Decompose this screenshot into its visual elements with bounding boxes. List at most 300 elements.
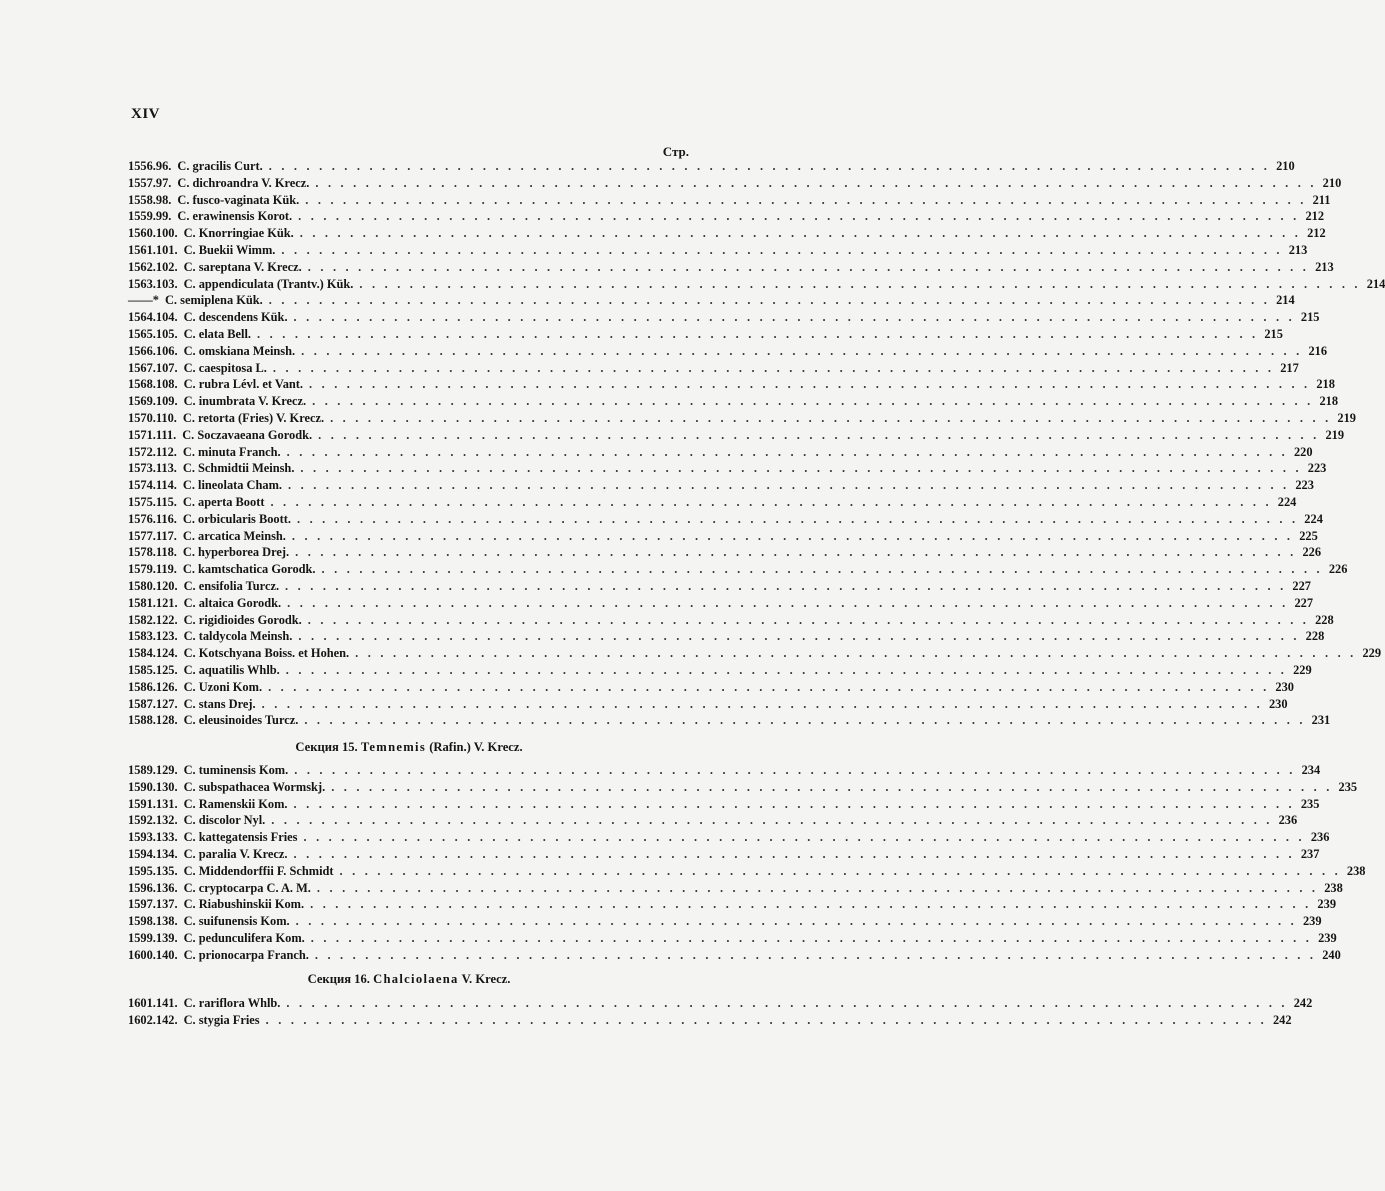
general-number: 1560.	[128, 226, 156, 241]
general-number: 1581.	[128, 595, 156, 610]
dot-leader: . . . . . . . . . . . . . . . . . . . . . . . . . . . . . . . . . . . . . . . . . . . . . . . . . . . . . . . . . . . . . . . . . . . . . . . . . . . . . . . .	[299, 226, 1302, 241]
general-number: 1598.	[128, 914, 156, 929]
species-name: C. semiplena Kük.	[164, 293, 263, 308]
page-ref: 227	[1292, 578, 1311, 593]
species-name: C. Knorringiae Kük.	[183, 226, 294, 241]
general-number: 1573.	[128, 461, 156, 476]
species-number: 97.	[155, 175, 172, 190]
species-number: 108.	[155, 377, 178, 392]
page-ref: 212	[1307, 226, 1326, 241]
species-name: C. descendens Kük.	[183, 310, 288, 325]
toc-entry	[128, 360, 1299, 377]
species-name: C. paralia V. Krecz.	[183, 846, 288, 861]
toc-entry	[128, 343, 1328, 360]
dot-leader: . . . . . . . . . . . . . . . . . . . . . . . . . . . . . . . . . . . . . . . . . . . . . . . . . . . . . . . . . . . . . . . . . . . . . . . . . . . . . . . .	[359, 276, 1361, 291]
species-number: 98.	[155, 192, 172, 207]
toc-group-3	[128, 995, 1313, 1029]
species-name: C. Schmidtii Meinsh.	[182, 461, 295, 476]
toc-entry	[128, 259, 1334, 276]
general-number: 1568.	[128, 377, 156, 392]
species-number: 133.	[155, 830, 178, 845]
species-number: 102.	[155, 259, 178, 274]
page-ref: 230	[1275, 679, 1294, 694]
dot-leader: . . . . . . . . . . . . . . . . . . . . . . . . . . . . . . . . . . . . . . . . . . . . . . . . . . . . . . . . . . . . . . . . . . . . . . . . . . . . . . . .	[309, 377, 1311, 392]
dot-leader: . . . . . . . . . . . . . . . . . . . . . . . . . . . . . . . . . . . . . . . . . . . . . . . . . . . . . . . . . . . . . . . . . . . . . . . . . . . . . . . .	[314, 947, 1317, 962]
species-number: 141.	[155, 996, 178, 1010]
toc-entry	[128, 812, 1298, 829]
general-number: 1565.	[128, 326, 156, 341]
species-name: C. kamtschatica Gorodk.	[182, 562, 316, 577]
dot-leader: . . . . . . . . . . . . . . . . . . . . . . . . . . . . . . . . . . . . . . . . . . . . . . . . . . . . . . . . . . . . . . . . . . . . . . . . . . . . . . . .	[300, 461, 1302, 476]
page-ref: 220	[1293, 444, 1313, 459]
toc-entry	[128, 880, 1343, 897]
species-name: C. eleusinoides Turcz.	[183, 713, 299, 728]
species-name: C. Ramenskii Kom.	[183, 796, 288, 811]
species-number: 104.	[155, 310, 178, 325]
species-name: C. pedunculifera Kom.	[183, 930, 305, 945]
section-name: Chalciolaena	[373, 972, 459, 986]
general-number: 1572.	[128, 444, 156, 459]
toc-entry	[128, 444, 1313, 461]
species-name: C. stygia Fries	[183, 1012, 260, 1027]
page-ref: 239	[1317, 897, 1337, 912]
species-number: 118.	[155, 545, 177, 560]
general-number: 1556.	[128, 159, 156, 173]
species-number: 121.	[155, 595, 178, 610]
toc-entry	[128, 175, 1342, 192]
general-number: 1590.	[128, 779, 156, 794]
toc-entry	[128, 696, 1288, 713]
dot-leader: . . . . . . . . . . . . . . . . . . . . . . . . . . . . . . . . . . . . . . . . . . . . . . . . . . . . . . . . . . . . . . . . . . . . . . . . . . . . . . . .	[330, 410, 1332, 425]
general-number: 1566.	[128, 343, 156, 358]
section-prefix: Секция 15.	[295, 740, 358, 754]
dot-leader: . . . . . . . . . . . . . . . . . . . . . . . . . . . . . . . . . . . . . . . . . . . . . . . . . . . . . . . . . . . . . . . . . . . . . . . . . . . . . . . .	[310, 897, 1312, 912]
species-name: C. elata Bell.	[183, 326, 252, 341]
general-number: 1558.	[128, 192, 156, 207]
section-header-16	[128, 972, 690, 987]
dot-leader: . . . . . . . . . . . . . . . . . . . . . . . . . . . . . . . . . . . . . . . . . . . . . . . . . . . . . . . . . . . . . . . . . . . . . . . . . . . . . . . .	[310, 930, 1313, 945]
species-name: C. Kotschyana Boiss. et Hohen.	[183, 646, 350, 661]
page-ref: 224	[1304, 511, 1323, 526]
general-number: 1602.	[128, 1012, 156, 1027]
species-number: *	[152, 293, 159, 308]
species-number: 111.	[155, 427, 177, 442]
dot-leader: . . . . . . . . . . . . . . . . . . . . . . . . . . . . . . . . . . . . . . . . . . . . . . . . . . . . . . . . . . . . . . . . . . . . . . . . . . . . . . . .	[272, 360, 1275, 375]
toc-entry	[128, 995, 1313, 1012]
species-name: C. ensifolia Turcz.	[183, 578, 280, 593]
dot-leader: . . . . . . . . . . . . . . . . . . . . . . . . . . . . . . . . . . . . . . . . . . . . . . . . . . . . . . . . . . . . . . . . . . . . . . . . . . . . . . . .	[296, 511, 1299, 526]
page-ref: 215	[1264, 326, 1283, 341]
species-number: 127.	[155, 696, 178, 711]
page-ref: 217	[1280, 360, 1299, 375]
toc-entry	[128, 829, 1330, 846]
dot-leader: . . . . . . . . . . . . . . . . . . . . . . . . . . . . . . . . . . . . . . . . . . . . . . . . . . . . . . . . . . . . . . . . . . . . . . . . . . . . . . . .	[316, 880, 1319, 895]
general-number: 1562.	[128, 259, 156, 274]
dot-leader: . . . . . . . . . . . . . . . . . . . . . . . . . . . . . . . . . . . . . . . . . . . . . . . . . . . . . . . . . . . . . . . . . . . . . . . . . . . . . . . .	[331, 779, 1333, 794]
species-number: 113.	[155, 461, 177, 476]
dot-leader: . . . . . . . . . . . . . . . . . . . . . . . . . . . . . . . . . . . . . . . . . . . . . . . . . . . . . . . . . . . . . . . . . . . . . . . . . . . . . . . .	[293, 796, 1295, 811]
section-suffix: V. Krecz.	[461, 972, 511, 986]
species-name: C. lineolata Cham.	[182, 478, 283, 493]
dot-leader: . . . . . . . . . . . . . . . . . . . . . . . . . . . . . . . . . . . . . . . . . . . . . . . . . . . . . . . . . . . . . . . . . . . . . . . . . . . . . . . .	[268, 679, 1270, 694]
species-name: C. orbicularis Boott.	[182, 511, 291, 526]
page-ref: 218	[1316, 377, 1335, 392]
toc-entry	[128, 913, 1322, 930]
dot-leader: . . . . . . . . . . . . . . . . . . . . . . . . . . . . . . . . . . . . . . . . . . . . . . . . . . . . . . . . . . . . . . . . . . . . . . . . . . . . . . . .	[303, 830, 1305, 845]
section-name: Temnemis	[360, 740, 427, 754]
species-number: 125.	[155, 662, 178, 677]
page-ref: 227	[1294, 595, 1314, 610]
toc-entry	[128, 326, 1283, 343]
page-ref: 238	[1346, 863, 1366, 878]
toc-entry	[128, 712, 1331, 729]
page-ref: 242	[1293, 996, 1313, 1010]
page-ref: 219	[1325, 427, 1345, 442]
species-number: 122.	[155, 612, 178, 627]
page-ref: 225	[1299, 528, 1318, 543]
general-number: 1579.	[128, 562, 156, 577]
species-number: 135.	[155, 863, 178, 878]
species-number: 132.	[155, 813, 178, 828]
toc-entry	[128, 595, 1314, 612]
general-number: 1563.	[128, 276, 156, 291]
species-number: 136.	[155, 880, 178, 895]
species-number: 129.	[155, 763, 178, 777]
dot-leader: . . . . . . . . . . . . . . . . . . . . . . . . . . . . . . . . . . . . . . . . . . . . . . . . . . . . . . . . . . . . . . . . . . . . . . . . . . . . . . . .	[288, 478, 1290, 493]
dot-leader: . . . . . . . . . . . . . . . . . . . . . . . . . . . . . . . . . . . . . . . . . . . . . . . . . . . . . . . . . . . . . . . . . . . . . . . . . . . . . . . .	[318, 427, 1320, 442]
page-ref: 240	[1322, 947, 1341, 962]
species-name: C. omskiana Meinsh.	[183, 343, 296, 358]
page-ref: 223	[1307, 461, 1327, 476]
general-number: 1557.	[128, 175, 156, 190]
page-ref: 237	[1300, 846, 1320, 861]
toc-entry	[128, 427, 1345, 444]
page-ref: 219	[1337, 410, 1356, 425]
species-name: C. rariflora Whlb.	[183, 996, 281, 1010]
general-number: 1586.	[128, 679, 156, 694]
general-number: 1589.	[128, 763, 156, 777]
dot-leader: . . . . . . . . . . . . . . . . . . . . . . . . . . . . . . . . . . . . . . . . . . . . . . . . . . . . . . . . . . . . . . . . . . . . . . . . . . . . . . . .	[271, 813, 1273, 828]
species-number: 100.	[155, 226, 178, 241]
dot-leader: . . . . . . . . . . . . . . . . . . . . . . . . . . . . . . . . . . . . . . . . . . . . . . . . . . . . . . . . . . . . . . . . . . . . . . . . . . . . . . . .	[298, 209, 1300, 224]
species-number: 137.	[155, 897, 178, 912]
dot-leader: . . . . . . . . . . . . . . . . . . . . . . . . . . . . . . . . . . . . . . . . . . . . . . . . . . . . . . . . . . . . . . . . . . . . . . . . . . . . . . . .	[291, 528, 1294, 543]
dot-leader: . . . . . . . . . . . . . . . . . . . . . . . . . . . . . . . . . . . . . . . . . . . . . . . . . . . . . . . . . . . . . . . . . . . . . . . . . . . . . . . .	[285, 578, 1287, 593]
species-name: C. Middendorffii F. Schmidt	[183, 863, 334, 878]
general-number: 1585.	[128, 662, 156, 677]
general-number: 1594.	[128, 846, 156, 861]
page-ref: 211	[1312, 192, 1331, 207]
species-number: 130.	[155, 779, 178, 794]
general-number: 1600.	[128, 947, 156, 962]
toc-entry	[128, 578, 1311, 595]
general-number: 1592.	[128, 813, 156, 828]
toc-entry	[128, 511, 1323, 528]
page-ref: 214	[1366, 276, 1385, 291]
toc-entry	[128, 410, 1356, 427]
dot-leader: . . . . . . . . . . . . . . . . . . . . . . . . . . . . . . . . . . . . . . . . . . . . . . . . . . . . . . . . . . . . . . . . . . . . . . . . . . . . . . . .	[268, 293, 1271, 308]
page-ref: 235	[1338, 779, 1358, 794]
species-number: 101.	[155, 242, 178, 257]
dot-leader: . . . . . . . . . . . . . . . . . . . . . . . . . . . . . . . . . . . . . . . . . . . . . . . . . . . . . . . . . . . . . . . . . . . . . . . . . . . . . . . .	[270, 494, 1272, 509]
page-ref: 226	[1302, 545, 1322, 560]
species-number: 107.	[155, 360, 178, 375]
toc-entry	[128, 863, 1366, 880]
page-ref: 229	[1293, 662, 1312, 677]
species-name: C. Buekii Wimm.	[183, 242, 276, 257]
toc-entry	[128, 1012, 1292, 1029]
dot-leader: . . . . . . . . . . . . . . . . . . . . . . . . . . . . . . . . . . . . . . . . . . . . . . . . . . . . . . . . . . . . . . . . . . . . . . . . . . . . . . . .	[315, 175, 1317, 190]
general-number: 1570.	[128, 410, 156, 425]
species-number: 131.	[155, 796, 178, 811]
species-name: C. discolor Nyl.	[183, 813, 266, 828]
species-number: 103.	[155, 276, 178, 291]
dot-leader: . . . . . . . . . . . . . . . . . . . . . . . . . . . . . . . . . . . . . . . . . . . . . . . . . . . . . . . . . . . . . . . . . . . . . . . . . . . . . . . .	[261, 696, 1263, 711]
species-number: 140.	[155, 947, 178, 962]
dot-leader: . . . . . . . . . . . . . . . . . . . . . . . . . . . . . . . . . . . . . . . . . . . . . . . . . . . . . . . . . . . . . . . . . . . . . . . . . . . . . . . .	[305, 192, 1307, 207]
species-number: 123.	[155, 629, 178, 644]
dot-leader: . . . . . . . . . . . . . . . . . . . . . . . . . . . . . . . . . . . . . . . . . . . . . . . . . . . . . . . . . . . . . . . . . . . . . . . . . . . . . . . .	[286, 996, 1288, 1010]
dot-leader: . . . . . . . . . . . . . . . . . . . . . . . . . . . . . . . . . . . . . . . . . . . . . . . . . . . . . . . . . . . . . . . . . . . . . . . . . . . . . . . .	[286, 444, 1288, 459]
species-number: 110.	[155, 410, 177, 425]
species-name: C. subspathacea Wormskj.	[183, 779, 326, 794]
dot-leader: . . . . . . . . . . . . . . . . . . . . . . . . . . . . . . . . . . . . . . . . . . . . . . . . . . . . . . . . . . . . . . . . . . . . . . . . . . . . . . . .	[293, 310, 1295, 325]
page-ref: 229	[1362, 646, 1382, 661]
species-name: C. hyperborea Drej.	[182, 545, 290, 560]
toc-entry	[128, 192, 1331, 209]
general-number: 1593.	[128, 830, 156, 845]
dot-leader: . . . . . . . . . . . . . . . . . . . . . . . . . . . . . . . . . . . . . . . . . . . . . . . . . . . . . . . . . . . . . . . . . . . . . . . . . . . . . . . .	[295, 914, 1297, 929]
page-ref: 234	[1301, 763, 1321, 777]
page-ref: 216	[1308, 343, 1328, 358]
general-number: 1597.	[128, 897, 156, 912]
page-ref: 236	[1310, 830, 1330, 845]
page-ref: 213	[1288, 242, 1308, 257]
toc-group-2	[128, 762, 1366, 964]
general-number: 1569.	[128, 394, 156, 409]
dot-leader: . . . . . . . . . . . . . . . . . . . . . . . . . . . . . . . . . . . . . . . . . . . . . . . . . . . . . . . . . . . . . . . . . . . . . . . . . . . . . . . .	[307, 259, 1310, 274]
general-number: 1588.	[128, 713, 156, 728]
species-name: C. prionocarpa Franch.	[183, 947, 309, 962]
species-number: 115.	[155, 494, 177, 509]
general-number: 1595.	[128, 863, 156, 878]
page-ref: 236	[1278, 813, 1298, 828]
toc-entry	[128, 846, 1320, 863]
species-number: 112.	[155, 444, 177, 459]
general-number: ——	[128, 293, 153, 308]
species-name: C. dichroandra V. Krecz.	[177, 175, 310, 190]
species-name: C. rigidioides Gorodk.	[183, 612, 302, 627]
dot-leader: . . . . . . . . . . . . . . . . . . . . . . . . . . . . . . . . . . . . . . . . . . . . . . . . . . . . . . . . . . . . . . . . . . . . . . . . . . . . . . . .	[294, 763, 1296, 777]
species-number: 134.	[155, 846, 178, 861]
page-ref: 226	[1328, 562, 1348, 577]
toc-entry	[128, 796, 1320, 813]
dot-leader: . . . . . . . . . . . . . . . . . . . . . . . . . . . . . . . . . . . . . . . . . . . . . . . . . . . . . . . . . . . . . . . . . . . . . . . . . . . . . . . .	[321, 562, 1323, 577]
section-prefix: Секция 16.	[307, 972, 370, 986]
species-name: C. altaica Gorodk.	[183, 595, 282, 610]
toc-entry	[128, 477, 1314, 494]
page-ref: 239	[1318, 930, 1337, 945]
toc-entry	[128, 612, 1334, 629]
general-number: 1575.	[128, 494, 156, 509]
page-ref: 218	[1319, 394, 1339, 409]
species-name: C. Soczavaeana Gorodk.	[182, 427, 313, 442]
species-number: 142.	[155, 1012, 178, 1027]
species-number: 139.	[155, 930, 178, 945]
species-number: 99.	[155, 209, 172, 224]
species-name: C. Uzoni Kom.	[183, 679, 263, 694]
species-number: 138.	[155, 914, 178, 929]
species-number: 126.	[155, 679, 178, 694]
toc-entry	[128, 762, 1321, 779]
toc-entry	[128, 208, 1325, 225]
general-number: 1584.	[128, 646, 156, 661]
general-number: 1591.	[128, 796, 156, 811]
toc-entry	[128, 460, 1327, 477]
dot-leader: . . . . . . . . . . . . . . . . . . . . . . . . . . . . . . . . . . . . . . . . . . . . . . . . . . . . . . . . . . . . . . . . . . . . . . . . . . . . . . . .	[287, 595, 1289, 610]
toc-entry	[128, 292, 1295, 309]
species-name: C. gracilis Curt.	[177, 159, 263, 173]
species-number: 105.	[155, 326, 178, 341]
species-name: C. kattegatensis Fries	[183, 830, 298, 845]
species-number: 114.	[155, 478, 177, 493]
species-name: C. minuta Franch.	[182, 444, 281, 459]
general-number: 1580.	[128, 578, 156, 593]
species-name: C. sareptana V. Krecz.	[183, 259, 302, 274]
general-number: 1567.	[128, 360, 156, 375]
general-number: 1599.	[128, 930, 156, 945]
species-name: C. taldycola Meinsh.	[183, 629, 293, 644]
species-number: 120.	[155, 578, 178, 593]
toc-entry	[128, 561, 1348, 578]
general-number: 1571.	[128, 427, 156, 442]
toc-entry	[128, 947, 1341, 964]
general-number: 1576.	[128, 511, 156, 526]
species-number: 128.	[155, 713, 178, 728]
toc-entry	[128, 779, 1358, 796]
species-number: 109.	[155, 394, 178, 409]
species-number: 119.	[155, 562, 177, 577]
general-number: 1582.	[128, 612, 156, 627]
toc-entry	[128, 628, 1325, 645]
general-number: 1601.	[128, 996, 156, 1010]
species-name: C. fusco-vaginata Kük.	[177, 192, 300, 207]
species-name: C. tuminensis Kom.	[183, 763, 289, 777]
general-number: 1577.	[128, 528, 156, 543]
dot-leader: . . . . . . . . . . . . . . . . . . . . . . . . . . . . . . . . . . . . . . . . . . . . . . . . . . . . . . . . . . . . . . . . . . . . . . . . . . . . . . . .	[285, 662, 1288, 677]
dot-leader: . . . . . . . . . . . . . . . . . . . . . . . . . . . . . . . . . . . . . . . . . . . . . . . . . . . . . . . . . . . . . . . . . . . . . . . . . . . . . . . .	[295, 545, 1297, 560]
toc-entry	[128, 528, 1318, 545]
general-number: 1564.	[128, 310, 156, 325]
species-name: C. erawinensis Korot.	[177, 209, 293, 224]
dot-leader: . . . . . . . . . . . . . . . . . . . . . . . . . . . . . . . . . . . . . . . . . . . . . . . . . . . . . . . . . . . . . . . . . . . . . . . . . . . . . . . .	[307, 612, 1310, 627]
dot-leader: . . . . . . . . . . . . . . . . . . . . . . . . . . . . . . . . . . . . . . . . . . . . . . . . . . . . . . . . . . . . . . . . . . . . . . . . . . . . . . . .	[257, 326, 1259, 341]
dot-leader: . . . . . . . . . . . . . . . . . . . . . . . . . . . . . . . . . . . . . . . . . . . . . . . . . . . . . . . . . . . . . . . . . . . . . . . . . . . . . . . .	[355, 646, 1357, 661]
page-ref: 212	[1305, 209, 1325, 224]
species-number: 96.	[155, 159, 172, 173]
dot-leader: . . . . . . . . . . . . . . . . . . . . . . . . . . . . . . . . . . . . . . . . . . . . . . . . . . . . . . . . . . . . . . . . . . . . . . . . . . . . . . . .	[312, 394, 1314, 409]
species-name: C. aquatilis Whlb.	[183, 662, 280, 677]
general-number: 1596.	[128, 880, 156, 895]
species-name: C. suifunensis Kom.	[183, 914, 290, 929]
dot-leader: . . . . . . . . . . . . . . . . . . . . . . . . . . . . . . . . . . . . . . . . . . . . . . . . . . . . . . . . . . . . . . . . . . . . . . . . . . . . . . . .	[304, 713, 1306, 728]
species-number: 106.	[155, 343, 178, 358]
page-ref: 213	[1315, 259, 1334, 274]
species-name: C. cryptocarpa C. A. M.	[183, 880, 311, 895]
page-ref: 231	[1311, 713, 1331, 728]
toc-entry	[128, 930, 1337, 947]
general-number: 1559.	[128, 209, 156, 224]
page-ref: 214	[1276, 293, 1295, 308]
species-name: C. Riabushinskii Kom.	[183, 897, 305, 912]
general-number: 1578.	[128, 545, 156, 560]
species-number: 116.	[155, 511, 177, 526]
toc-entry	[128, 276, 1385, 293]
page-ref: 215	[1300, 310, 1320, 325]
species-number: 117.	[155, 528, 177, 543]
toc-entry	[128, 309, 1320, 326]
toc-entry	[128, 393, 1339, 410]
dot-leader: . . . . . . . . . . . . . . . . . . . . . . . . . . . . . . . . . . . . . . . . . . . . . . . . . . . . . . . . . . . . . . . . . . . . . . . . . . . . . . . .	[298, 629, 1300, 644]
page-ref: 228	[1315, 612, 1334, 627]
toc-entry	[128, 679, 1294, 696]
dot-leader: . . . . . . . . . . . . . . . . . . . . . . . . . . . . . . . . . . . . . . . . . . . . . . . . . . . . . . . . . . . . . . . . . . . . . . . . . . . . . . . .	[268, 159, 1271, 173]
toc-entry	[128, 376, 1335, 393]
species-name: C. rubra Lévl. et Vant.	[183, 377, 304, 392]
species-number: 124.	[155, 646, 178, 661]
page-ref: 228	[1305, 629, 1325, 644]
species-name: C. stans Drej.	[183, 696, 256, 711]
species-name: C. inumbrata V. Krecz.	[183, 394, 307, 409]
species-name: C. retorta (Fries) V. Krecz.	[182, 410, 325, 425]
page-ref: 238	[1324, 880, 1343, 895]
page-ref: 223	[1295, 478, 1314, 493]
section-suffix: (Rafin.) V. Krecz.	[429, 740, 523, 754]
page-ref: 242	[1272, 1012, 1292, 1027]
toc-entry	[128, 158, 1295, 175]
section-header-15	[128, 740, 690, 755]
general-number: 1574.	[128, 478, 156, 493]
species-name: C. arcatica Meinsh.	[182, 528, 286, 543]
page-ref: 230	[1268, 696, 1288, 711]
toc-entry	[128, 494, 1297, 511]
toc-entry	[128, 896, 1337, 913]
toc-group-1	[128, 158, 1385, 729]
species-name: C. appendiculata (Trantv.) Kük.	[183, 276, 354, 291]
dot-leader: . . . . . . . . . . . . . . . . . . . . . . . . . . . . . . . . . . . . . . . . . . . . . . . . . . . . . . . . . . . . . . . . . . . . . . . . . . . . . . . .	[281, 242, 1283, 257]
page-ref: 210	[1276, 159, 1295, 173]
toc-entry	[128, 544, 1322, 561]
toc-entry	[128, 242, 1308, 259]
page-number: XIV	[131, 106, 161, 122]
dot-leader: . . . . . . . . . . . . . . . . . . . . . . . . . . . . . . . . . . . . . . . . . . . . . . . . . . . . . . . . . . . . . . . . . . . . . . . . . . . . . . . .	[265, 1012, 1267, 1027]
toc-entry	[128, 225, 1326, 242]
general-number: 1561.	[128, 242, 156, 257]
general-number: 1587.	[128, 696, 156, 711]
page-ref: 239	[1302, 914, 1322, 929]
page-ref: 224	[1277, 494, 1297, 509]
toc-entry	[128, 662, 1312, 679]
toc-entry	[128, 645, 1382, 662]
general-number: 1583.	[128, 629, 156, 644]
page-ref: 235	[1300, 796, 1320, 811]
species-name: C. aperta Boott	[182, 494, 265, 509]
page-ref: 210	[1322, 175, 1342, 190]
dot-leader: . . . . . . . . . . . . . . . . . . . . . . . . . . . . . . . . . . . . . . . . . . . . . . . . . . . . . . . . . . . . . . . . . . . . . . . . . . . . . . . .	[339, 863, 1341, 878]
species-name: C. caespitosa L.	[183, 360, 267, 375]
dot-leader: . . . . . . . . . . . . . . . . . . . . . . . . . . . . . . . . . . . . . . . . . . . . . . . . . . . . . . . . . . . . . . . . . . . . . . . . . . . . . . . .	[301, 343, 1303, 358]
page-column-header: Стр.	[662, 144, 689, 159]
